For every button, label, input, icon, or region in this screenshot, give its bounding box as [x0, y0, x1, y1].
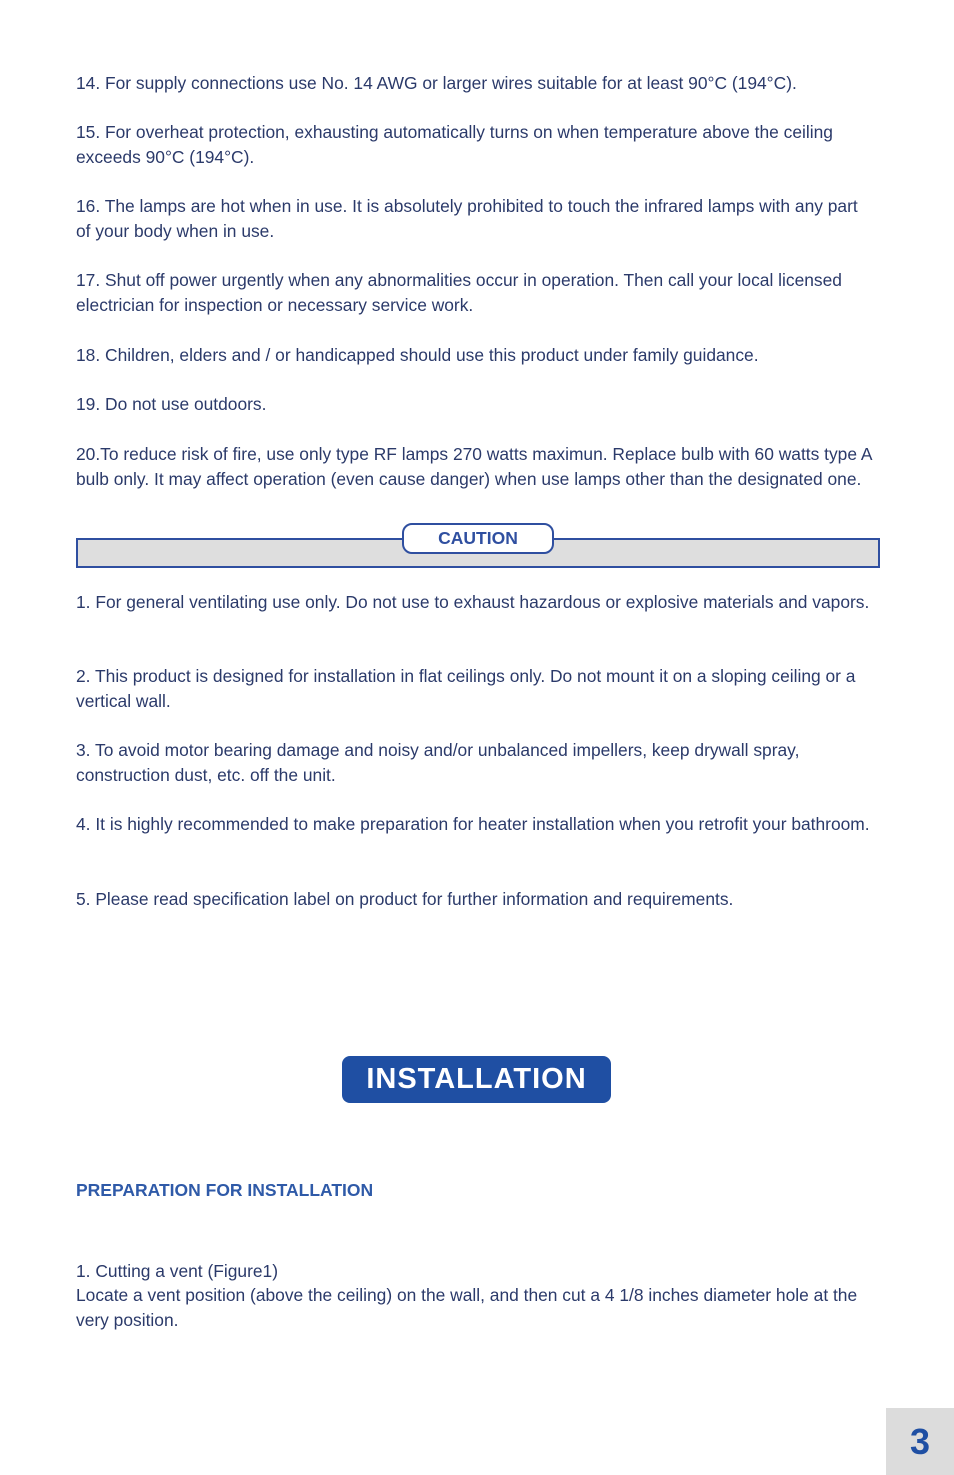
warning-item-14: 14. For supply connections use No. 14 AWG or larger wires suitable for at least 90°C (194°C).: [76, 73, 797, 93]
warning-item-15: 15. For overheat protection, exhausting automatically turns on when temperature above the ceiling exceeds 90°C (194°C).: [76, 122, 833, 167]
warning-item-19: 19. Do not use outdoors.: [76, 394, 267, 414]
warning-item-17: 17. Shut off power urgently when any abnormalities occur in operation. Then call your local licensed electrician for inspection or necessary service work.: [76, 270, 842, 315]
section-heading: PREPARATION FOR INSTALLATION: [76, 1180, 374, 1200]
step-text: Locate a vent position (above the ceiling) on the wall, and then cut a 4 1/8 inches diameter hole at the very position.: [76, 1285, 858, 1330]
caution-item-2: 2. This product is designed for installation in flat ceilings only. Do not mount it on a sloping ceiling or a vertical wall.: [76, 666, 856, 711]
page-number: 3: [886, 1408, 954, 1475]
caution-item-4: 4. It is highly recommended to make preparation for heater installation when you retrofit your bathroom.: [76, 814, 870, 834]
warning-item-16: 16. The lamps are hot when in use. It is absolutely prohibited to touch the infrared lamps with any part of your body when in use.: [76, 196, 858, 241]
installation-badge: INSTALLATION: [342, 1056, 611, 1103]
warning-item-20: 20.To reduce risk of fire, use only type RF lamps 270 watts maximun. Replace bulb with 60 watts type A bulb only. It may affect operation (even cause danger) when use lamps other than the designated one.: [76, 444, 872, 489]
caution-item-5: 5. Please read specification label on product for further information and requirements.: [76, 889, 734, 909]
warning-item-18: 18. Children, elders and / or handicapped should use this product under family guidance.: [76, 345, 759, 365]
caution-label: CAUTION: [402, 523, 554, 554]
step-title: 1. Cutting a vent (Figure1): [76, 1261, 279, 1281]
caution-item-1: 1. For general ventilating use only. Do not use to exhaust hazardous or explosive materials and vapors.: [76, 592, 870, 612]
caution-item-3: 3. To avoid motor bearing damage and noisy and/or unbalanced impellers, keep drywall spray, construction dust, etc. off the unit.: [76, 740, 800, 785]
